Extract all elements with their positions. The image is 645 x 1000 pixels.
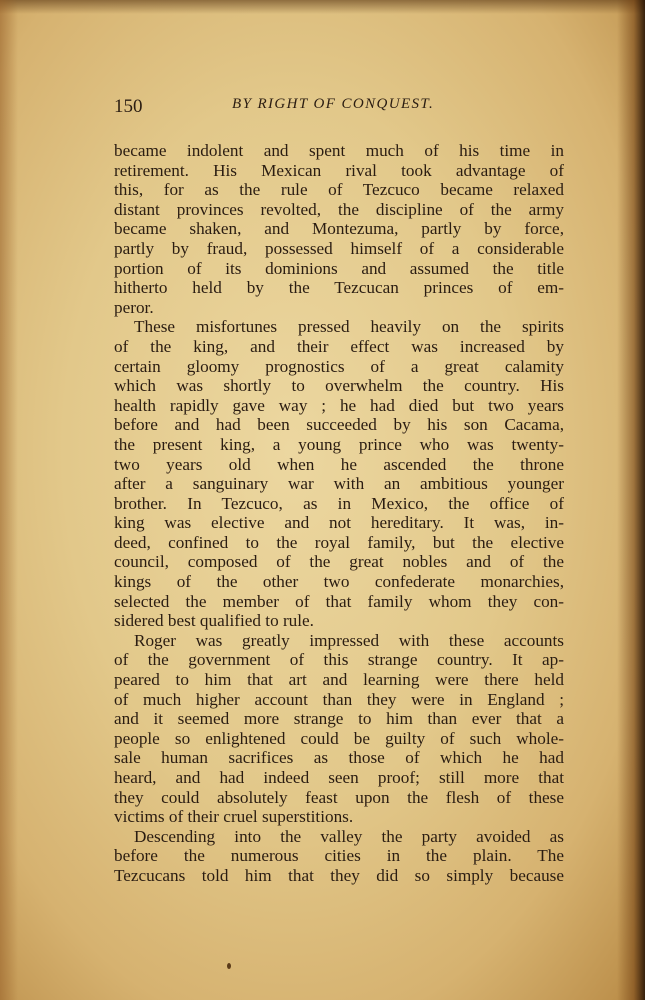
text-line: selected the member of that family whom they con-	[114, 591, 564, 611]
text-line: the present king, a young prince who was twenty-	[114, 434, 564, 454]
text-line: became indolent and spent much of his time in	[114, 141, 564, 160]
paragraph-first-line: Roger was greatly impressed with these accounts	[134, 630, 564, 650]
text-line: health rapidly gave way ; he had died but two years	[114, 395, 564, 415]
text-line: and it seemed more strange to him than ever that a	[114, 709, 564, 729]
text-line: before the numerous cities in the plain. The	[114, 846, 564, 866]
text-line: victims of their cruel superstitions.	[114, 807, 354, 827]
text-line: they could absolutely feast upon the flesh of these	[114, 787, 564, 807]
text-line: of much higher account than they were in England ;	[114, 689, 564, 709]
text-line: king was elective and not hereditary. It was, in-	[114, 513, 564, 533]
text-line: hitherto held by the Tezcucan princes of em-	[114, 278, 564, 298]
text-line: before and had been succeeded by his son Cacama,	[114, 415, 564, 435]
text-line: which was shortly to overwhelm the country. His	[114, 376, 564, 396]
text-line: two years old when he ascended the throne	[114, 454, 564, 474]
text-line: of the king, and their effect was increased by	[114, 336, 564, 356]
text-line: peared to him that art and learning were there held	[114, 670, 564, 690]
text-line: council, composed of the great nobles and of the	[114, 552, 564, 572]
text-line: this, for as the rule of Tezcuco became relaxed	[114, 180, 564, 200]
running-head	[114, 96, 564, 120]
text-line: deed, confined to the royal family, but the elective	[114, 532, 564, 552]
page-number: 150	[114, 96, 143, 117]
paragraph-first-line: Descending into the valley the party avoided as	[134, 826, 564, 846]
text-line: became shaken, and Montezuma, partly by force,	[114, 219, 564, 239]
text-line: kings of the other two confederate monarchies,	[114, 572, 564, 592]
text-line: people so enlightened could be guilty of such whole-	[114, 728, 564, 748]
running-title: BY RIGHT OF CONQUEST.	[232, 96, 435, 112]
paragraph-first-line: These misfortunes pressed heavily on the spirits	[134, 317, 564, 337]
page-edge-shadow-top	[0, 0, 645, 14]
text-line: sidered best qualified to rule.	[114, 611, 314, 631]
text-line: sale human sacrifices as those of which he had	[114, 748, 564, 768]
text-line: retirement. His Mexican rival took advantage of	[114, 160, 564, 180]
ink-speck	[227, 963, 231, 969]
text-line: brother. In Tezcuco, as in Mexico, the office of	[114, 493, 564, 513]
text-line: partly by fraud, possessed himself of a considerable	[114, 238, 564, 258]
text-line: of the government of this strange country. It ap-	[114, 650, 564, 670]
page-edge-shadow-right	[617, 0, 645, 1000]
text-line: after a sanguinary war with an ambitious younger	[114, 474, 564, 494]
page-edge-shadow-left	[0, 0, 18, 1000]
text-line: portion of its dominions and assumed the title	[114, 258, 564, 278]
text-line: heard, and had indeed seen proof; still more that	[114, 768, 564, 787]
text-line: peror.	[114, 297, 154, 317]
text-line: distant provinces revolted, the discipline of the army	[114, 199, 564, 219]
body-text	[114, 141, 564, 886]
text-line: Tezcucans told him that they did so simply because	[114, 865, 564, 885]
text-line: certain gloomy prognostics of a great calamity	[114, 356, 564, 376]
